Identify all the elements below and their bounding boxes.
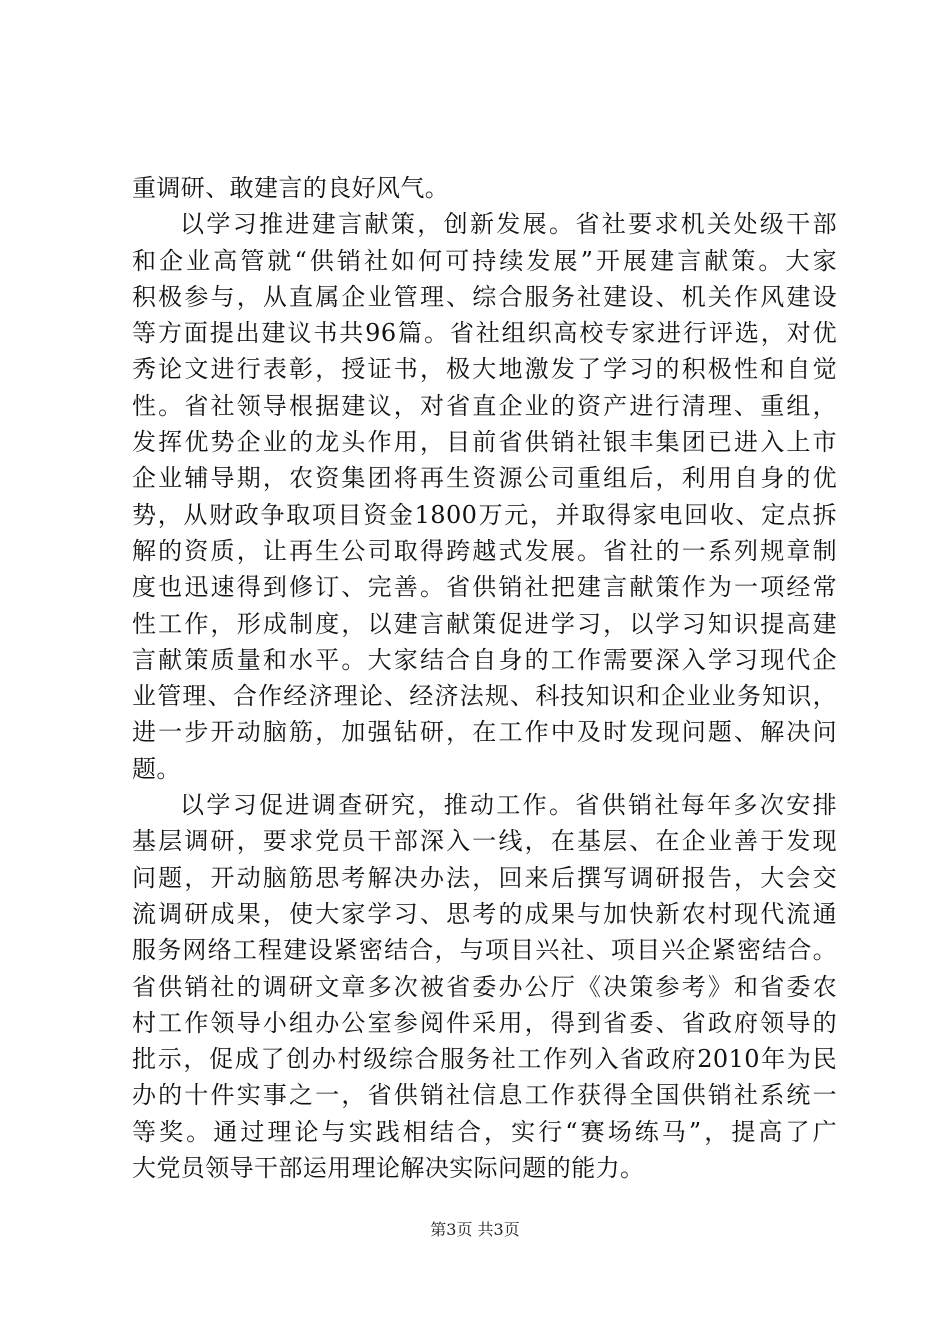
text-line: 秀论文进行表彰，授证书，极大地激发了学习的积极性和自觉 bbox=[132, 355, 837, 384]
page-footer: 第3页 共3页 bbox=[430, 1220, 520, 1239]
text-line: 题。 bbox=[132, 754, 181, 783]
document-body bbox=[132, 170, 837, 1186]
text-line: 性。省社领导根据建议，对省直企业的资产进行清理、重组， bbox=[132, 391, 837, 420]
text-line: 言献策质量和水平。大家结合自身的工作需要深入学习现代企 bbox=[132, 645, 837, 674]
text-line: 企业辅导期，农资集团将再生资源公司重组后，利用自身的优 bbox=[132, 464, 837, 493]
text-line: 批示，促成了创办村级综合服务社工作列入省政府2010年为民 bbox=[132, 1045, 837, 1074]
text-line: 流调研成果，使大家学习、思考的成果与加快新农村现代流通 bbox=[132, 899, 837, 928]
text-line: 等奖。通过理论与实践相结合，实行“赛场练马”，提高了广 bbox=[132, 1117, 837, 1146]
text-line: 发挥优势企业的龙头作用，目前省供销社银丰集团已进入上市 bbox=[132, 428, 837, 457]
text-line: 性工作，形成制度，以建言献策促进学习，以学习知识提高建 bbox=[132, 609, 837, 638]
text-line: 村工作领导小组办公室参阅件采用，得到省委、省政府领导的 bbox=[132, 1008, 837, 1037]
text-line: 问题，开动脑筋思考解决办法，回来后撰写调研报告，大会交 bbox=[132, 863, 837, 892]
text-line: 省供销社的调研文章多次被省委办公厅《决策参考》和省委农 bbox=[132, 972, 837, 1001]
text-line: 积极参与，从直属企业管理、综合服务社建设、机关作风建设 bbox=[132, 282, 837, 311]
text-line: 服务网络工程建设紧密结合，与项目兴社、项目兴企紧密结合。 bbox=[132, 936, 837, 965]
text-line: 业管理、合作经济理论、经济法规、科技知识和企业业务知识， bbox=[132, 682, 837, 711]
text-line: 以学习推进建言献策，创新发展。省社要求机关处级干部 bbox=[180, 210, 837, 239]
text-line: 重调研、敢建言的良好风气。 bbox=[132, 174, 450, 202]
text-line: 度也迅速得到修订、完善。省供销社把建言献策作为一项经常 bbox=[132, 573, 837, 602]
text-line: 办的十件实事之一，省供销社信息工作获得全国供销社系统一 bbox=[132, 1081, 837, 1110]
text-line: 以学习促进调查研究，推动工作。省供销社每年多次安排 bbox=[180, 791, 837, 820]
text-line: 势，从财政争取项目资金1800万元，并取得家电回收、定点拆 bbox=[132, 500, 837, 529]
text-line: 等方面提出建议书共96篇。省社组织高校专家进行评选，对优 bbox=[132, 319, 837, 348]
text-line: 进一步开动脑筋，加强钻研，在工作中及时发现问题、解决问 bbox=[132, 718, 837, 747]
text-line: 基层调研，要求党员干部深入一线，在基层、在企业善于发现 bbox=[132, 827, 837, 856]
text-line: 和企业高管就“供销社如何可持续发展”开展建言献策。大家 bbox=[132, 246, 837, 275]
text-line: 解的资质，让再生公司取得跨越式发展。省社的一系列规章制 bbox=[132, 536, 837, 565]
text-line: 大党员领导干部运用理论解决实际问题的能力。 bbox=[132, 1154, 645, 1183]
